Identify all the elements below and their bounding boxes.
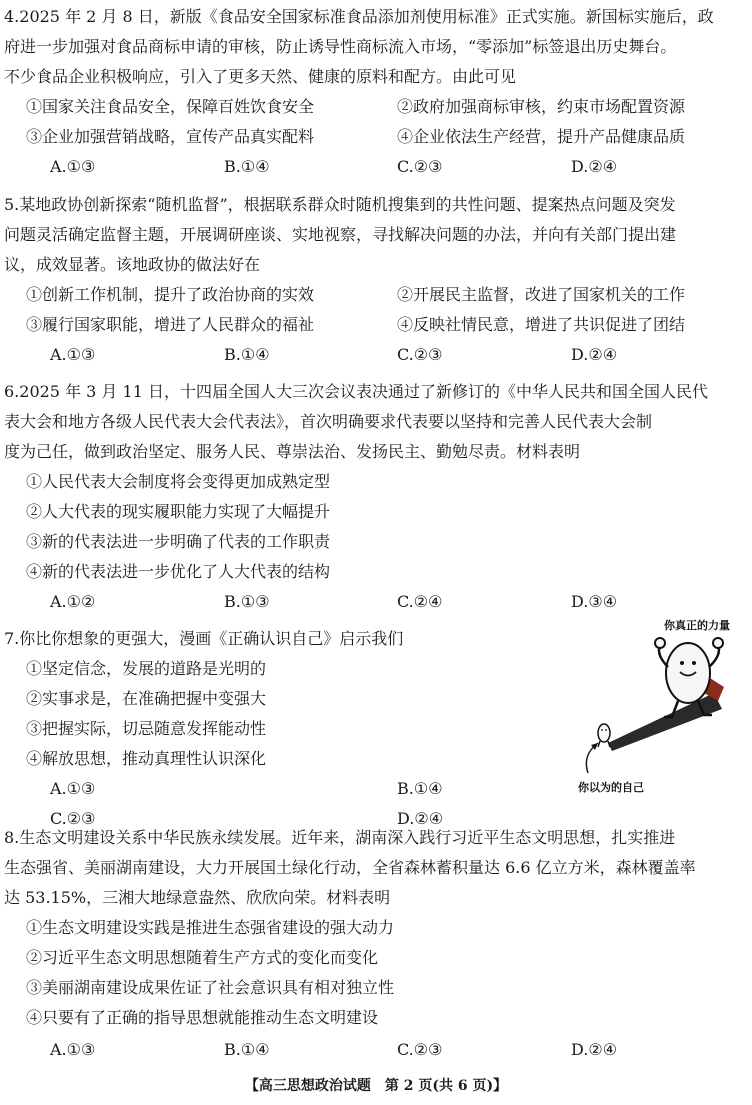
q7-stem: 7.你比你想象的更强大，漫画《正确认识自己》启示我们 — [4, 629, 404, 648]
q5-statement-4: ④反映社情民意，增进了共识促进了团结 — [397, 315, 686, 334]
q8-stem-line-1: 8.生态文明建设关系中华民族永续发展。近年来，湖南深入践行习近平生态文明思想，扎实推进 — [4, 828, 676, 847]
q6-statement-1: ①人民代表大会制度将会变得更加成熟定型 — [26, 472, 331, 491]
q5-stem-line-3: 议，成效显著。该地政协的做法好在 — [4, 255, 261, 274]
q5-statement-3: ③履行国家职能，增进了人民群众的福祉 — [26, 315, 315, 334]
q4-stem-line-1: 4.2025 年 2 月 8 日，新版《食品安全国家标准食品添加剂使用标准》正式实施。新国标实施后，政 — [4, 7, 714, 26]
cartoon-know-yourself — [572, 605, 748, 805]
q5-stem-line-1: 5.某地政协创新探索“随机监督”，根据联系群众时随机搜集到的共性问题、提案热点问题及突发 — [4, 195, 676, 214]
q5-option-b[interactable]: B.①④ — [224, 345, 270, 364]
q6-statement-2: ②人大代表的现实履职能力实现了大幅提升 — [26, 502, 331, 521]
q7-statement-1: ①坚定信念，发展的道路是光明的 — [26, 659, 267, 678]
q6-statement-4: ④新的代表法进一步优化了人大代表的结构 — [26, 562, 331, 581]
q4-option-a[interactable]: A.①③ — [50, 157, 96, 176]
cartoon-small-figure — [598, 724, 610, 742]
cartoon-left-fist — [655, 638, 665, 648]
cartoon-illustration — [572, 605, 748, 805]
q6-option-c[interactable]: C.②④ — [397, 592, 443, 611]
q4-option-b[interactable]: B.①④ — [224, 157, 270, 176]
q4-stem-line-3: 不少食品企业积极响应，引入了更多天然、健康的原料和配方。由此可见 — [4, 67, 517, 86]
q4-statement-1: ①国家关注食品安全，保障百姓饮食安全 — [26, 97, 315, 116]
q5-option-c[interactable]: C.②③ — [397, 345, 443, 364]
q7-statement-2: ②实事求是，在准确把握中变强大 — [26, 689, 267, 708]
cartoon-eye-right — [692, 661, 696, 665]
q4-stem-line-2: 府进一步加强对食品商标申请的审核，防止诱导性商标流入市场，“零添加”标签退出历史舞台。 — [4, 37, 677, 56]
q4-statement-4: ④企业依法生产经营，提升产品健康品质 — [397, 127, 686, 146]
q4-option-d[interactable]: D.②④ — [571, 157, 618, 176]
q8-option-c[interactable]: C.②③ — [397, 1040, 443, 1059]
q6-option-b[interactable]: B.①③ — [224, 592, 270, 611]
q6-option-a[interactable]: A.①② — [50, 592, 96, 611]
q5-stem-line-2: 问题灵活确定监督主题，开展调研座谈、实地视察，寻找解决问题的办法，并向有关部门提出建 — [4, 225, 677, 244]
cartoon-top-caption: 你真正的力量 — [664, 619, 730, 632]
q6-stem-line-3: 度为己任，做到政治坚定、服务人民、尊崇法治、发扬民主、勤勉尽责。材料表明 — [4, 442, 581, 461]
cartoon-small-eye-left — [601, 729, 603, 731]
q8-statement-4: ④只要有了正确的指导思想就能推动生态文明建设 — [26, 1008, 379, 1027]
q7-statement-4: ④解放思想，推动真理性认识深化 — [26, 749, 267, 768]
cartoon-shadow — [608, 693, 722, 751]
q8-option-a[interactable]: A.①③ — [50, 1040, 96, 1059]
q8-statement-2: ②习近平生态文明思想随着生产方式的变化而变化 — [26, 948, 379, 967]
q6-option-d[interactable]: D.③④ — [571, 592, 618, 611]
q6-statement-3: ③新的代表法进一步明确了代表的工作职责 — [26, 532, 331, 551]
q8-statement-3: ③美丽湖南建设成果佐证了社会意识具有相对独立性 — [26, 978, 395, 997]
cartoon-strong-figure — [666, 643, 710, 703]
page-footer: 【高三思想政治试题 第 2 页(共 6 页)】 — [244, 1078, 508, 1094]
cartoon-bottom-caption: 你以为的自己 — [578, 781, 644, 794]
q4-statement-3: ③企业加强营销战略，宣传产品真实配料 — [26, 127, 315, 146]
q8-statement-1: ①生态文明建设实践是推进生态强省建设的强大动力 — [26, 918, 395, 937]
cartoon-right-fist — [713, 638, 723, 648]
q8-stem-line-3: 达 53.15%，三湘大地绿意盎然、欣欣向荣。材料表明 — [4, 888, 391, 907]
q5-statement-1: ①创新工作机制，提升了政治协商的实效 — [26, 285, 315, 304]
q7-statement-3: ③把握实际，切忌随意发挥能动性 — [26, 719, 267, 738]
q7-option-c[interactable]: C.②③ — [50, 809, 96, 828]
q6-stem-line-1: 6.2025 年 3 月 11 日，十四届全国人大三次会议表决通过了新修订的《中华人民共和国全国人民代 — [4, 382, 708, 401]
cartoon-eye-left — [680, 661, 684, 665]
q5-option-a[interactable]: A.①③ — [50, 345, 96, 364]
q5-statement-2: ②开展民主监督，改进了国家机关的工作 — [397, 285, 686, 304]
q8-stem-line-2: 生态强省、美丽湖南建设，大力开展国土绿化行动，全省森林蓄积量达 6.6 亿立方米，森林覆盖率 — [4, 858, 696, 877]
q5-option-d[interactable]: D.②④ — [571, 345, 618, 364]
q7-option-b[interactable]: B.①④ — [397, 779, 443, 798]
q8-option-b[interactable]: B.①④ — [224, 1040, 270, 1059]
q7-option-a[interactable]: A.①③ — [50, 779, 96, 798]
q4-option-c[interactable]: C.②③ — [397, 157, 443, 176]
q7-option-d[interactable]: D.②④ — [397, 809, 444, 828]
q8-option-d[interactable]: D.②④ — [571, 1040, 618, 1059]
cartoon-small-eye-right — [605, 729, 607, 731]
q4-statement-2: ②政府加强商标审核，约束市场配置资源 — [397, 97, 686, 116]
q6-stem-line-2: 表大会和地方各级人民代表大会代表法》，首次明确要求代表要以坚持和完善人民代表大会制 — [4, 412, 653, 431]
cartoon-pointer-arrow — [586, 743, 598, 773]
